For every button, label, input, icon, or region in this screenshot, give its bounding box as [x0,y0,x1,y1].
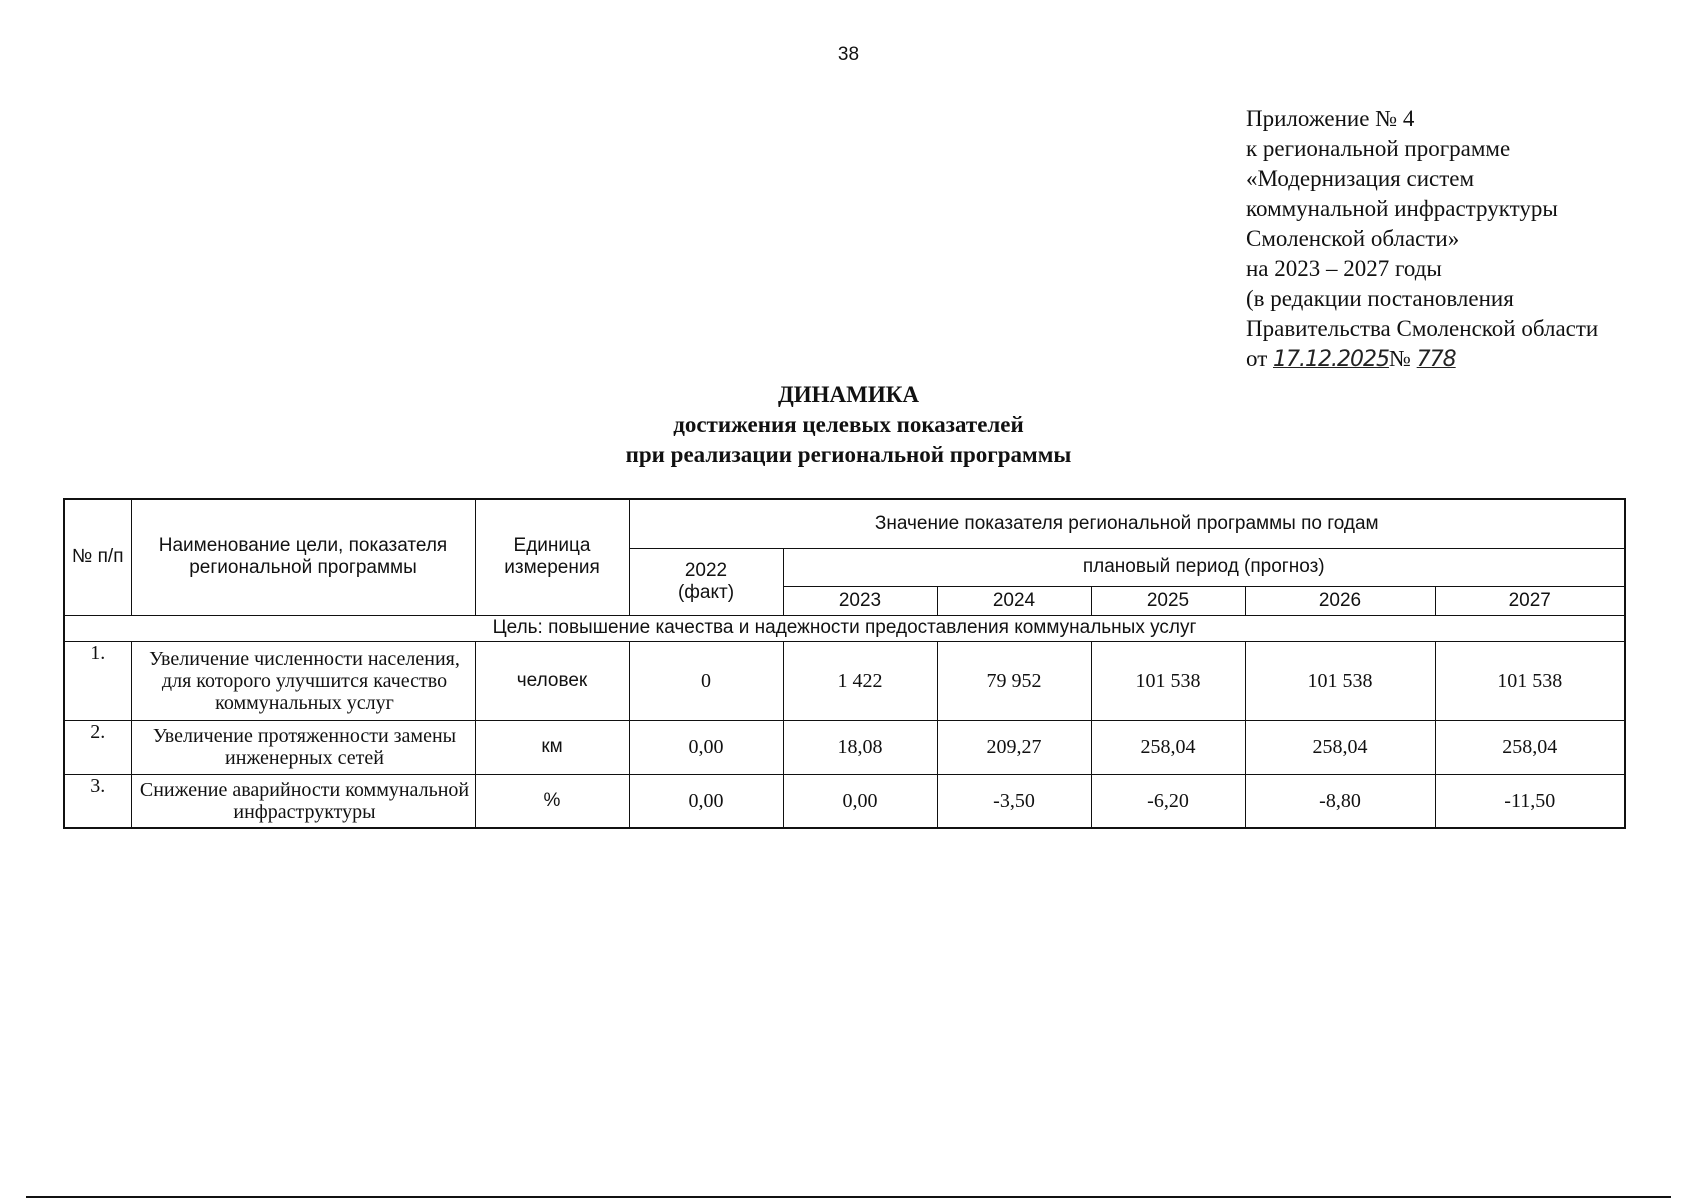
row-value: 101 538 [1091,641,1245,720]
row-name: Снижение аварийности коммунальной инфраструктуры [131,774,475,828]
row-value: 0 [629,641,783,720]
appendix-line: Правительства Смоленской области [1246,316,1599,341]
header-year: 2025 [1091,586,1245,615]
document-heading [0,380,1697,470]
row-value: 0,00 [629,720,783,774]
row-value: 1 422 [783,641,937,720]
appendix-line: (в редакции постановления [1246,286,1514,311]
row-name: Увеличение протяженности замены инженерных сетей [131,720,475,774]
appendix-line: на 2023 – 2027 годы [1246,256,1442,281]
header-fact-year [629,548,783,615]
header-year: 2024 [937,586,1091,615]
row-value: -8,80 [1245,774,1435,828]
goal-row: Цель: повышение качества и надежности предоставления коммунальных услуг [64,615,1625,641]
appendix-line: к региональной программе [1246,136,1511,161]
row-value: 101 538 [1435,641,1625,720]
header-plan-group: плановый период (прогноз) [783,548,1625,586]
appendix-line: «Модернизация систем [1246,166,1475,191]
row-value: -11,50 [1435,774,1625,828]
heading-title: ДИНАМИКА [777,382,920,407]
row-value: 258,04 [1245,720,1435,774]
indicators-table [63,498,1626,829]
row-value: 18,08 [783,720,937,774]
table-row [64,641,1625,720]
row-value: 101 538 [1245,641,1435,720]
heading-subtitle: при реализации региональной программы [625,442,1072,467]
table-row [64,720,1625,774]
row-value: 258,04 [1435,720,1625,774]
bottom-rule [26,1196,1671,1198]
appendix-line: Приложение № 4 [1246,106,1415,131]
row-unit: км [475,720,629,774]
header-year: 2026 [1245,586,1435,615]
header-year: 2027 [1435,586,1625,615]
header-unit: Единица измерения [475,499,629,615]
table-row [64,774,1625,828]
row-num: 2. [64,720,131,774]
heading-subtitle: достижения целевых показателей [673,412,1024,437]
row-value: 0,00 [783,774,937,828]
row-value: -3,50 [937,774,1091,828]
row-unit: % [475,774,629,828]
handwritten-date: 17.12.2025 [1273,347,1389,372]
row-value: 0,00 [629,774,783,828]
fact-label: (факт) [677,581,735,603]
row-value: 258,04 [1091,720,1245,774]
header-num: № п/п [64,499,131,615]
row-value: -6,20 [1091,774,1245,828]
number-label: № [1388,346,1411,371]
row-value: 209,27 [937,720,1091,774]
appendix-block [1246,104,1598,375]
handwritten-number: 778 [1416,347,1456,372]
header-name: Наименование цели, показателя региональной программы [131,499,475,615]
appendix-line: Смоленской области» [1246,226,1460,251]
row-num: 1. [64,641,131,720]
page-number: 38 [837,44,860,65]
appendix-signature-line [1246,344,1598,375]
appendix-line: коммунальной инфраструктуры [1246,196,1558,221]
fact-year: 2022 [684,559,728,581]
header-values-group: Значение показателя региональной программы по годам [629,499,1625,548]
row-value: 79 952 [937,641,1091,720]
row-num: 3. [64,774,131,828]
row-name: Увеличение численности населения, для которого улучшится качество коммунальных услуг [131,641,475,720]
header-year: 2023 [783,586,937,615]
row-unit: человек [475,641,629,720]
from-label: от [1246,346,1268,371]
